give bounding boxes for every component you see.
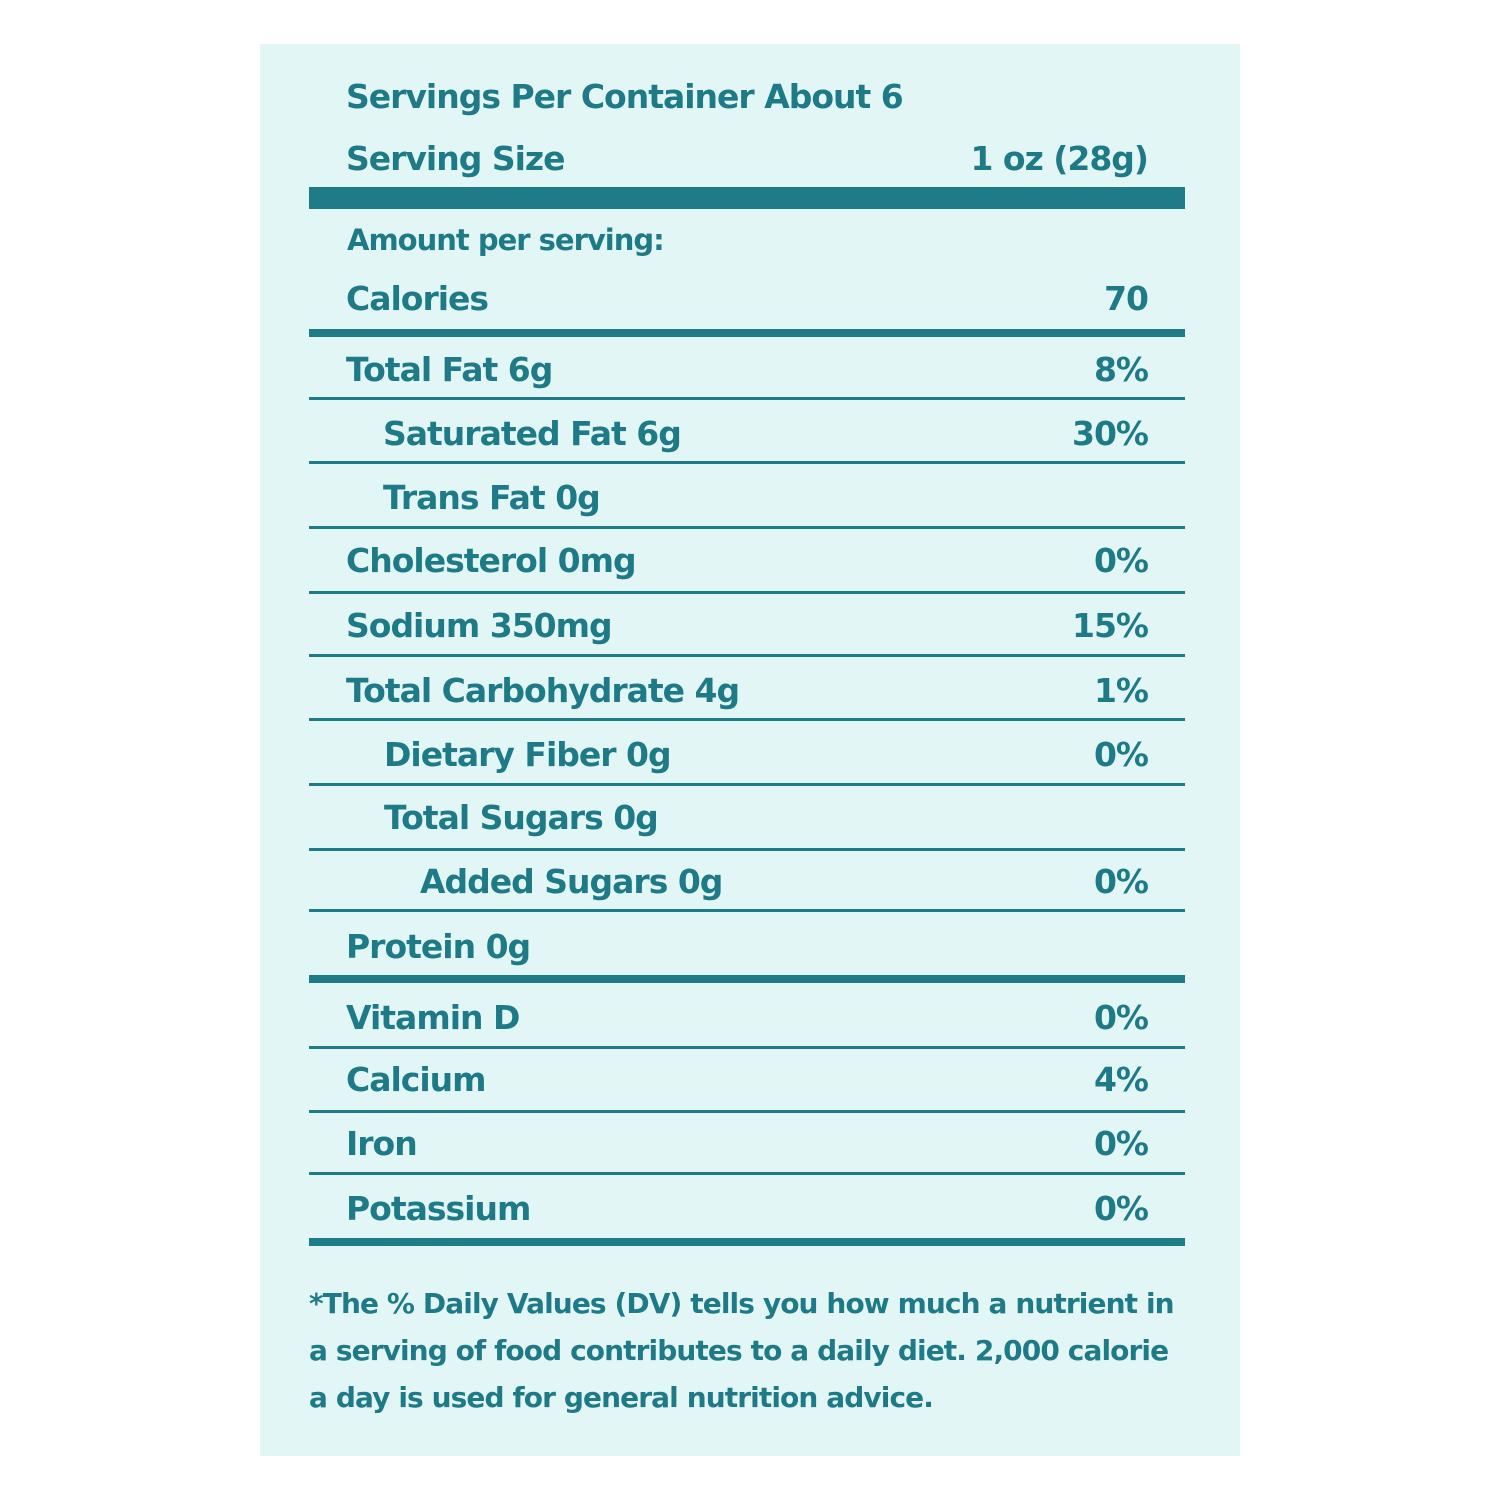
nutrient-label-total-carbohydrate: Total Carbohydrate 4g (346, 671, 740, 710)
nutrient-label-dietary-fiber: Dietary Fiber 0g (384, 735, 671, 774)
vitamin-dv-iron: 0% (1093, 1124, 1148, 1163)
nutrient-dv-total-carbohydrate: 1% (1093, 671, 1148, 710)
nutrient-dv-sodium: 15% (1072, 606, 1148, 645)
nutrient-label-total-sugars: Total Sugars 0g (384, 798, 658, 837)
medium-divider (309, 329, 1185, 337)
serving-size-label: Serving Size (346, 139, 565, 178)
servings-per-container: Servings Per Container About 6 (346, 77, 903, 116)
amount-per-serving-label: Amount per serving: (347, 223, 664, 257)
nutrient-dv-dietary-fiber: 0% (1093, 735, 1148, 774)
row-divider (309, 1172, 1185, 1175)
nutrient-label-cholesterol: Cholesterol 0mg (346, 541, 636, 580)
serving-size-value: 1 oz (28g) (970, 139, 1148, 178)
nutrient-label-trans-fat: Trans Fat 0g (383, 478, 600, 517)
row-divider (309, 718, 1185, 721)
nutrient-label-sodium: Sodium 350mg (346, 606, 612, 645)
nutrition-facts-panel (260, 44, 1240, 1456)
row-divider (309, 526, 1185, 529)
row-divider (309, 1110, 1185, 1113)
vitamin-label-potassium: Potassium (346, 1189, 531, 1228)
row-divider (309, 591, 1185, 594)
medium-divider (309, 975, 1185, 983)
row-divider (309, 1046, 1185, 1049)
row-divider (309, 909, 1185, 912)
nutrient-dv-added-sugars: 0% (1093, 862, 1148, 901)
vitamin-label-iron: Iron (346, 1124, 417, 1163)
calories-value: 70 (1104, 279, 1148, 318)
nutrient-label-total-fat: Total Fat 6g (346, 350, 553, 389)
nutrient-label-protein: Protein 0g (346, 927, 531, 966)
calories-label: Calories (346, 279, 489, 318)
nutrient-label-added-sugars: Added Sugars 0g (420, 862, 723, 901)
thick-divider (309, 187, 1185, 209)
vitamin-label-vitamin-d: Vitamin D (346, 998, 520, 1037)
nutrient-dv-saturated-fat: 30% (1072, 414, 1148, 453)
daily-value-footnote: *The % Daily Values (DV) tells you how much a nutrient in a serving of food contributes to a daily diet. 2,000 calorie a day is used for general nutrition advice. (309, 1287, 1174, 1414)
nutrient-dv-cholesterol: 0% (1093, 541, 1148, 580)
vitamin-dv-vitamin-d: 0% (1093, 998, 1148, 1037)
nutrient-dv-total-fat: 8% (1093, 350, 1148, 389)
row-divider (309, 783, 1185, 786)
vitamin-dv-calcium: 4% (1093, 1060, 1148, 1099)
medium-divider (309, 1238, 1185, 1246)
vitamin-label-calcium: Calcium (346, 1060, 486, 1099)
row-divider (309, 397, 1185, 400)
row-divider (309, 848, 1185, 851)
vitamin-dv-potassium: 0% (1093, 1189, 1148, 1228)
nutrient-label-saturated-fat: Saturated Fat 6g (383, 414, 681, 453)
row-divider (309, 461, 1185, 464)
row-divider (309, 654, 1185, 657)
